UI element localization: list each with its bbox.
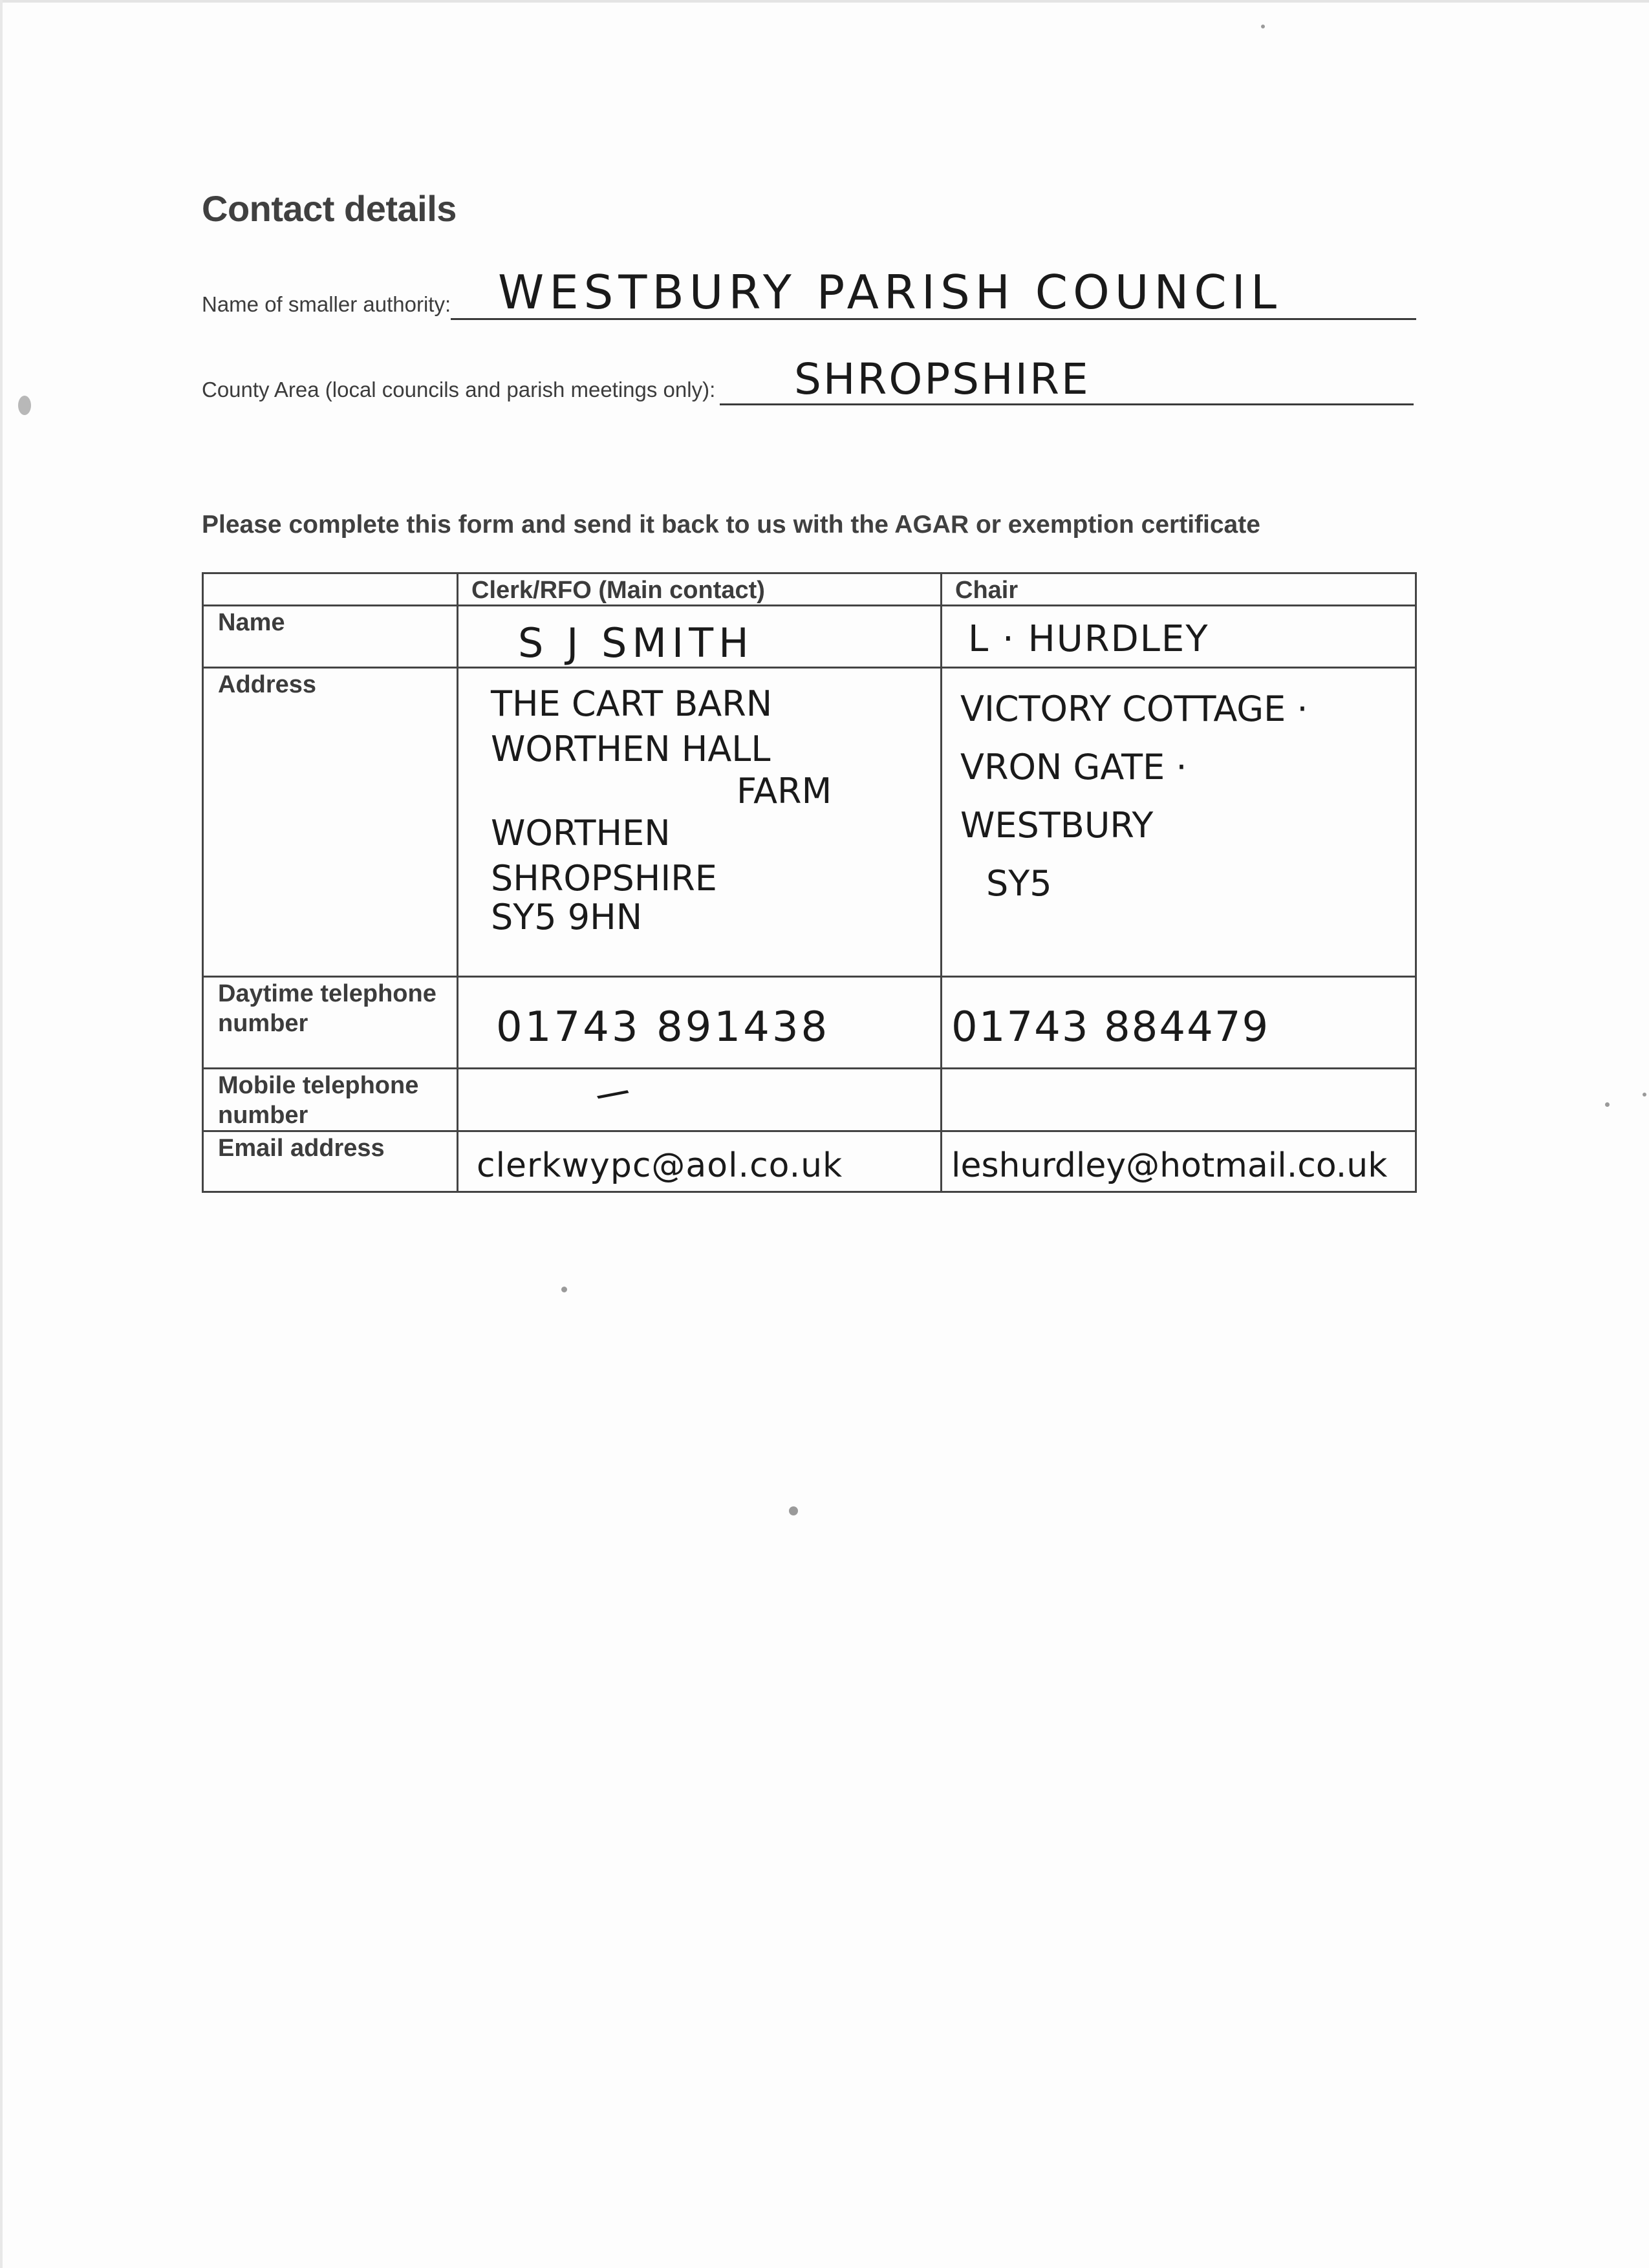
scan-edge-top [0, 0, 1649, 3]
chair-daytime-cell [942, 977, 1416, 1069]
scan-fleck [18, 396, 31, 415]
chair-address-line: SY5 [986, 863, 1052, 904]
clerk-daytime-phone: 01743 891438 [496, 1003, 830, 1051]
scan-fleck [561, 1287, 567, 1292]
clerk-daytime-cell [458, 977, 942, 1069]
authority-label: Name of smaller authority: [202, 292, 451, 316]
header-clerk: Clerk/RFO (Main contact) [458, 573, 942, 606]
chair-name: L · HURDLEY [968, 618, 1209, 660]
table-row-daytime [203, 977, 1416, 1069]
header-blank [203, 573, 458, 606]
table-row-name [203, 606, 1416, 668]
chair-address [960, 680, 1308, 913]
table-row-mobile [203, 1069, 1416, 1131]
authority-value: WESTBURY PARISH COUNCIL [498, 265, 1282, 319]
chair-mobile-cell [942, 1069, 1416, 1131]
clerk-address-line: SY5 9HN [491, 897, 643, 937]
county-value: SHROPSHIRE [794, 354, 1090, 404]
chair-name-cell [942, 606, 1416, 668]
page-title: Contact details [202, 188, 457, 229]
header-chair: Chair [942, 573, 1416, 606]
clerk-name: S J SMITH [518, 619, 754, 667]
clerk-mobile-cell [458, 1069, 942, 1131]
form-instruction: Please complete this form and send it back to us with the AGAR or exemption certificate [202, 511, 1260, 539]
clerk-address-line: WORTHEN HALL [491, 729, 771, 769]
chair-email-cell [942, 1131, 1416, 1192]
chair-daytime-phone: 01743 884479 [951, 1003, 1270, 1051]
scan-fleck [1261, 25, 1265, 28]
chair-address-line: WESTBURY [960, 805, 1154, 846]
chair-address-cell [942, 668, 1416, 977]
table-header-row [203, 573, 1416, 606]
clerk-email-cell [458, 1131, 942, 1192]
table-row-email [203, 1131, 1416, 1192]
chair-address-line: VICTORY COTTAGE · [960, 689, 1308, 729]
clerk-email: clerkwypc@aol.co.uk [477, 1146, 843, 1185]
chair-email: leshurdley@hotmail.co.uk [951, 1146, 1388, 1185]
chair-address-line: VRON GATE · [960, 747, 1187, 787]
contacts-table [202, 572, 1417, 1193]
row-label-mobile: Mobile telephone number [203, 1069, 458, 1131]
clerk-address [491, 681, 832, 937]
scan-edge-left [0, 0, 3, 2268]
clerk-address-cell [458, 668, 942, 977]
row-label-name: Name [203, 606, 458, 668]
clerk-mobile-phone: / [592, 1078, 635, 1110]
table-row-address [203, 668, 1416, 977]
row-label-address: Address [203, 668, 458, 977]
scan-fleck [789, 1506, 798, 1515]
scan-fleck [1605, 1102, 1610, 1107]
scan-fleck [1643, 1093, 1646, 1097]
row-label-daytime: Daytime telephone number [203, 977, 458, 1069]
clerk-name-cell [458, 606, 942, 668]
clerk-address-line: THE CART BARN [491, 683, 773, 724]
clerk-address-line: FARM [737, 771, 832, 811]
clerk-address-line: WORTHEN [491, 813, 671, 853]
county-label: County Area (local councils and parish meetings only): [202, 378, 716, 401]
row-label-email: Email address [203, 1131, 458, 1192]
clerk-address-line: SHROPSHIRE [491, 858, 717, 899]
